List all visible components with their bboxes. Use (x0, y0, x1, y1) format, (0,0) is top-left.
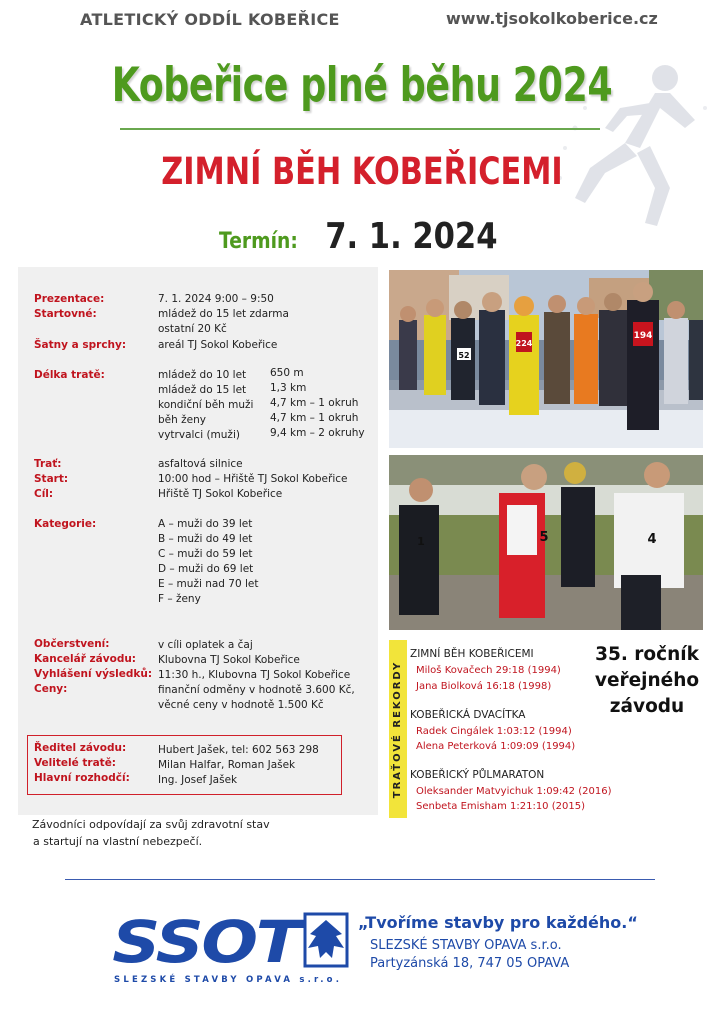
label-obcerstveni: Občerstvení: (34, 638, 110, 650)
delka-dist: 4,7 km – 1 okruh (270, 397, 359, 409)
delka-cat: běh ženy (158, 414, 206, 426)
disclaimer-line: a startují na vlastní nebezpečí. (33, 835, 203, 848)
value-obcerstveni: v cíli oplatek a čaj (158, 639, 253, 651)
value-cil: Hřiště TJ Sokol Kobeřice (158, 488, 283, 500)
label-rozhodci: Hlavní rozhodčí: (34, 772, 130, 784)
value-startovne-2: ostatní 20 Kč (158, 323, 227, 335)
ssot-logo (110, 908, 350, 988)
record-entry: Alena Peterková 1:09:09 (1994) (416, 741, 576, 752)
photo-runners-start-image (389, 270, 703, 448)
record-group-title: ZIMNÍ BĚH KOBEŘICEMI (410, 648, 534, 660)
event-date (0, 216, 724, 257)
bib-number: 1 (417, 535, 425, 548)
label-start: Start: (34, 473, 69, 485)
value-kancelar: Klubovna TJ Sokol Kobeřice (158, 654, 300, 666)
label-reditel: Ředitel závodu: (34, 742, 127, 754)
label-cil: Cíl: (34, 488, 54, 500)
edition-line: veřejného (594, 670, 700, 691)
kategorie-item: F – ženy (158, 593, 201, 605)
record-entry: Radek Cingálek 1:03:12 (1994) (416, 726, 572, 737)
delka-dist: 4,7 km – 1 okruh (270, 412, 359, 424)
kategorie-item: E – muži nad 70 let (158, 578, 259, 590)
value-prezentace: 7. 1. 2024 9:00 – 9:50 (158, 293, 274, 305)
photo-runners-race (389, 455, 703, 630)
label-velitele: Velitelé tratě: (34, 757, 117, 769)
disclaimer-line: Závodníci odpovídají za svůj zdravotní stav (32, 818, 270, 831)
delka-dist: 650 m (270, 367, 304, 379)
club-name: ATLETICKÝ ODDÍL KOBEŘICE (80, 10, 340, 29)
delka-dist: 9,4 km – 2 okruhy (270, 427, 365, 439)
logo-text: SSOT (112, 908, 300, 976)
event-title: Kobeřice plné běhu 2024 (111, 58, 613, 113)
value-rozhodci: Ing. Josef Jašek (158, 774, 238, 786)
edition-line: závodu (609, 696, 685, 717)
label-satny: Šatny a sprchy: (34, 339, 127, 351)
value-start: 10:00 hod – Hřiště TJ Sokol Kobeřice (158, 473, 348, 485)
bib-number: 52 (458, 351, 470, 360)
value-ceny-1: finanční odměny v hodnotě 3.600 Kč, (158, 684, 355, 696)
sponsor-address: Partyzánská 18, 747 05 OPAVA (370, 956, 570, 971)
website-url: www.tjsokolkoberice.cz (446, 9, 658, 28)
delka-cat: mládež do 10 let (158, 369, 247, 381)
value-satny: areál TJ Sokol Kobeřice (158, 339, 278, 351)
records-band-label (389, 640, 407, 818)
label-ceny: Ceny: (34, 683, 68, 695)
bib-number: 224 (515, 339, 533, 348)
label-startovne: Startovné: (34, 308, 97, 320)
bib-number: 194 (633, 331, 653, 341)
value-reditel: Hubert Jašek, tel: 602 563 298 (158, 744, 319, 756)
delka-cat: mládež do 15 let (158, 384, 247, 396)
records-band-text: TRAŤOVÉ REKORDY (392, 660, 404, 798)
bib-number: 5 (539, 530, 549, 545)
value-velitele: Milan Halfar, Roman Jašek (158, 759, 296, 771)
edition-badge (582, 642, 712, 720)
sponsor-company: SLEZSKÉ STAVBY OPAVA s.r.o. (370, 938, 562, 953)
value-ceny-2: věcné ceny v hodnotě 1.500 Kč (158, 699, 324, 711)
record-entry: Oleksander Matvyichuk 1:09:42 (2016) (416, 786, 612, 797)
label-vyhlaseni: Vyhlášení výsledků: (34, 668, 153, 680)
delka-cat: vytrvalci (muži) (158, 429, 240, 441)
record-entry: Miloš Kovačech 29:18 (1994) (416, 665, 561, 676)
kategorie-item: C – muži do 59 let (158, 548, 253, 560)
label-kategorie: Kategorie: (34, 518, 97, 530)
kategorie-item: D – muži do 69 let (158, 563, 254, 575)
title-underline (120, 128, 600, 130)
kategorie-item: A – muži do 39 let (158, 518, 253, 530)
label-delka: Délka tratě: (34, 369, 105, 381)
label-trat: Trať: (34, 458, 62, 470)
logo-caption: SLEZSKÉ STAVBY OPAVA s.r.o. (114, 975, 343, 985)
disclaimer (32, 816, 270, 850)
value-trat: asfaltová silnice (158, 458, 243, 470)
bib-number: 4 (647, 532, 657, 547)
record-group-title: KOBEŘICKÝ PŮLMARATON (410, 769, 545, 781)
photo-runners-start (389, 270, 703, 448)
photo-runners-race-image (389, 455, 703, 630)
kategorie-item: B – muži do 49 let (158, 533, 253, 545)
date-value: 7. 1. 2024 (324, 216, 498, 257)
delka-cat: kondiční běh muži (158, 399, 254, 411)
label-prezentace: Prezentace: (34, 293, 105, 305)
label-kancelar: Kancelář závodu: (34, 653, 137, 665)
edition-line: 35. ročník (595, 644, 699, 665)
record-entry: Senbeta Emisham 1:21:10 (2015) (416, 801, 585, 812)
delka-dist: 1,3 km (270, 382, 307, 394)
event-subtitle: ZIMNÍ BĚH KOBEŘICEMI (161, 150, 563, 193)
sponsor-slogan: „Tvoříme stavby pro každého.“ (358, 913, 638, 932)
value-startovne-1: mládež do 15 let zdarma (158, 308, 289, 320)
record-group-title: KOBEŘICKÁ DVACÍTKA (410, 709, 526, 721)
record-entry: Jana Biolková 16:18 (1998) (416, 681, 552, 692)
value-vyhlaseni: 11:30 h., Klubovna TJ Sokol Kobeřice (158, 669, 351, 681)
date-label: Termín: (218, 229, 298, 254)
footer-divider (65, 879, 655, 880)
